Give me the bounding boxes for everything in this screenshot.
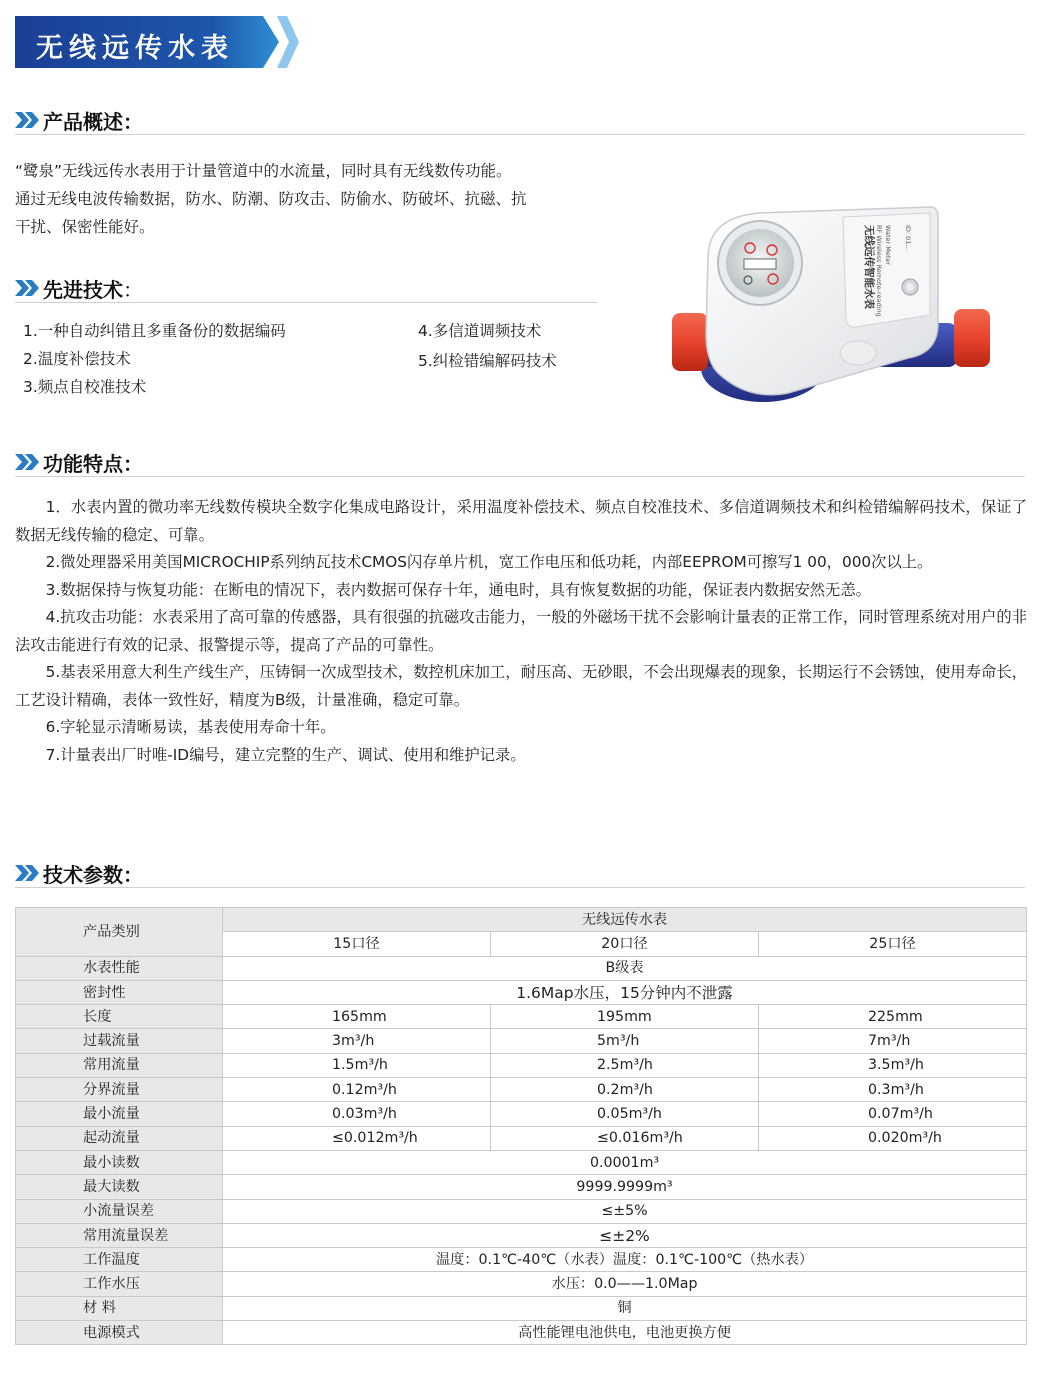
spec-size-header: 20口径 bbox=[491, 932, 759, 956]
spec-value: 195mm bbox=[491, 1005, 759, 1029]
advanced-item: 2.温度补偿技术 bbox=[23, 350, 131, 368]
water-meter-icon bbox=[668, 203, 998, 413]
spec-value: 温度：0.1℃-40℃（水表）温度：0.1℃-100℃（热水表） bbox=[223, 1248, 1027, 1272]
spec-label: 电源模式 bbox=[16, 1321, 223, 1345]
overview-line: “鹭泉”无线远传水表用于计量管道中的水流量，同时具有无线数传功能。 bbox=[15, 162, 512, 180]
table-row bbox=[16, 1078, 1027, 1102]
spec-value: 高性能锂电池供电，电池更换方便 bbox=[223, 1321, 1027, 1345]
table-row bbox=[16, 1272, 1027, 1296]
spec-value: ≤0.012m³/h bbox=[223, 1126, 491, 1150]
table-row bbox=[16, 908, 1027, 932]
spec-value: ≤±5% bbox=[223, 1199, 1027, 1223]
table-row bbox=[16, 1175, 1027, 1199]
spec-product-name: 无线远传水表 bbox=[223, 908, 1027, 932]
advanced-item: 5.纠检错编解码技术 bbox=[418, 352, 557, 370]
overview-line: 通过无线电波传输数据，防水、防潮、防攻击、防偷水、防破坏、抗磁、抗 bbox=[15, 190, 527, 208]
table-row bbox=[16, 1005, 1027, 1029]
spec-label: 长度 bbox=[16, 1005, 223, 1029]
table-row bbox=[16, 1296, 1027, 1320]
double-chevron-icon bbox=[15, 280, 39, 296]
section-divider bbox=[15, 887, 1025, 888]
spec-label: 常用流量 bbox=[16, 1053, 223, 1077]
advanced-item: 4.多信道调频技术 bbox=[418, 322, 542, 340]
table-row bbox=[16, 1248, 1027, 1272]
feature-item: 2.微处理器采用美国MICROCHIP系列纳瓦技术CMOS闪存单片机，宽工作电压和低功耗，内部EEPROM可擦写1 00，000次以上。 bbox=[45, 553, 933, 571]
spec-value: 0.2m³/h bbox=[491, 1078, 759, 1102]
spec-value: 0.0001m³ bbox=[223, 1150, 1027, 1174]
section-title: 技术参数： bbox=[43, 863, 143, 887]
section-overview-heading bbox=[15, 105, 1025, 135]
spec-size-header: 15口径 bbox=[223, 932, 491, 956]
spec-value: 0.07m³/h bbox=[759, 1102, 1027, 1126]
spec-label: 产品类别 bbox=[16, 908, 223, 957]
meter-label-line: RF Wireless Remote-reading bbox=[875, 225, 883, 317]
spec-value: 7m³/h bbox=[759, 1029, 1027, 1053]
section-divider bbox=[15, 302, 597, 303]
table-row bbox=[16, 980, 1027, 1004]
table-row bbox=[16, 1126, 1027, 1150]
spec-value: 0.020m³/h bbox=[759, 1126, 1027, 1150]
page-title-banner bbox=[15, 16, 299, 68]
table-row bbox=[16, 1199, 1027, 1223]
meter-label-line: Water Meter bbox=[884, 225, 892, 266]
spec-label: 最小流量 bbox=[16, 1102, 223, 1126]
spec-value: 铜 bbox=[223, 1296, 1027, 1320]
section-divider bbox=[15, 476, 1025, 477]
table-row bbox=[16, 1150, 1027, 1174]
spec-value: 0.12m³/h bbox=[223, 1078, 491, 1102]
section-advanced-heading bbox=[15, 273, 597, 303]
spec-value: 165mm bbox=[223, 1005, 491, 1029]
spec-value: 225mm bbox=[759, 1005, 1027, 1029]
table-row bbox=[16, 1321, 1027, 1345]
spec-label: 小流量误差 bbox=[16, 1199, 223, 1223]
advanced-item: 3.频点自校准技术 bbox=[23, 378, 147, 396]
overview-line: 干扰、保密性能好。 bbox=[15, 218, 155, 236]
feature-item: 1．水表内置的微功率无线数传模块全数字化集成电路设计，采用温度补偿技术、频点自校准技术、多信道调频技术和纠检错编解码技术，保证了数据无线传输的稳定、可靠。 bbox=[15, 498, 1027, 544]
section-title: 产品概述： bbox=[43, 110, 143, 134]
double-chevron-icon bbox=[15, 454, 39, 470]
feature-item: 5.基表采用意大利生产线生产，压铸铜一次成型技术，数控机床加工，耐压高、无砂眼，不会出现爆表的现象，长期运行不会锈蚀，使用寿命长，工艺设计精确，表体一致性好，精度为B级，计量准确，稳定可靠。 bbox=[15, 663, 1027, 709]
section-divider bbox=[15, 134, 1025, 135]
page-title: 无线远传水表 bbox=[36, 33, 234, 64]
spec-value: 2.5m³/h bbox=[491, 1053, 759, 1077]
spec-size-header: 25口径 bbox=[759, 932, 1027, 956]
spec-value: 3.5m³/h bbox=[759, 1053, 1027, 1077]
spec-table bbox=[15, 907, 1027, 1345]
spec-label: 过载流量 bbox=[16, 1029, 223, 1053]
meter-label-line: 无线远传智能水表 bbox=[863, 225, 875, 309]
feature-item: 4.抗攻击功能：水表采用了高可靠的传感器，具有很强的抗磁攻击能力，一般的外磁场干扰不会影响计量表的正常工作，同时管理系统对用户的非法攻击能进行有效的记录、报警提示等，提高了产品的可靠性。 bbox=[15, 608, 1027, 654]
table-row bbox=[16, 1102, 1027, 1126]
feature-item: 3.数据保持与恢复功能：在断电的情况下，表内数据可保存十年，通电时，具有恢复数据的功能，保证表内数据安然无恙。 bbox=[45, 580, 871, 599]
spec-label: 分界流量 bbox=[16, 1078, 223, 1102]
spec-label: 起动流量 bbox=[16, 1126, 223, 1150]
spec-value: 0.05m³/h bbox=[491, 1102, 759, 1126]
section-title: 先进技术： bbox=[43, 278, 143, 302]
feature-item: 7.计量表出厂时唯-ID编号，建立完整的生产、调试、使用和维护记录。 bbox=[45, 745, 526, 764]
spec-value: 3m³/h bbox=[223, 1029, 491, 1053]
table-row bbox=[16, 1029, 1027, 1053]
section-features-heading bbox=[15, 447, 1025, 477]
spec-value: 水压：0.0——1.0Map bbox=[223, 1272, 1027, 1296]
spec-label: 材 料 bbox=[16, 1296, 223, 1320]
meter-id-text: ID: 01... bbox=[904, 225, 912, 251]
spec-value: 1.5m³/h bbox=[223, 1053, 491, 1077]
section-specs-heading bbox=[15, 858, 1025, 888]
spec-value: B级表 bbox=[223, 956, 1027, 980]
spec-label: 水表性能 bbox=[16, 956, 223, 980]
double-chevron-icon bbox=[15, 112, 39, 128]
spec-label: 常用流量误差 bbox=[16, 1223, 223, 1247]
spec-value: 5m³/h bbox=[491, 1029, 759, 1053]
product-photo-water-meter bbox=[668, 203, 998, 413]
table-row bbox=[16, 1053, 1027, 1077]
spec-value: 0.03m³/h bbox=[223, 1102, 491, 1126]
features-list bbox=[15, 494, 1027, 769]
spec-label: 密封性 bbox=[16, 980, 223, 1004]
spec-label: 最大读数 bbox=[16, 1175, 223, 1199]
spec-value: 1.6Map水压，15分钟内不泄露 bbox=[223, 980, 1027, 1004]
spec-value: 9999.9999m³ bbox=[223, 1175, 1027, 1199]
table-row bbox=[16, 1223, 1027, 1247]
feature-item: 6.字轮显示清晰易读，基表使用寿命十年。 bbox=[45, 718, 336, 736]
spec-value: ≤±2% bbox=[223, 1223, 1027, 1247]
double-chevron-icon bbox=[15, 865, 39, 881]
advanced-item: 1.一种自动纠错且多重备份的数据编码 bbox=[23, 322, 286, 340]
spec-label: 工作温度 bbox=[16, 1248, 223, 1272]
spec-value: 0.3m³/h bbox=[759, 1078, 1027, 1102]
spec-value: ≤0.016m³/h bbox=[491, 1126, 759, 1150]
spec-label: 最小读数 bbox=[16, 1150, 223, 1174]
spec-label: 工作水压 bbox=[16, 1272, 223, 1296]
table-row bbox=[16, 956, 1027, 980]
section-title: 功能特点： bbox=[43, 452, 143, 476]
